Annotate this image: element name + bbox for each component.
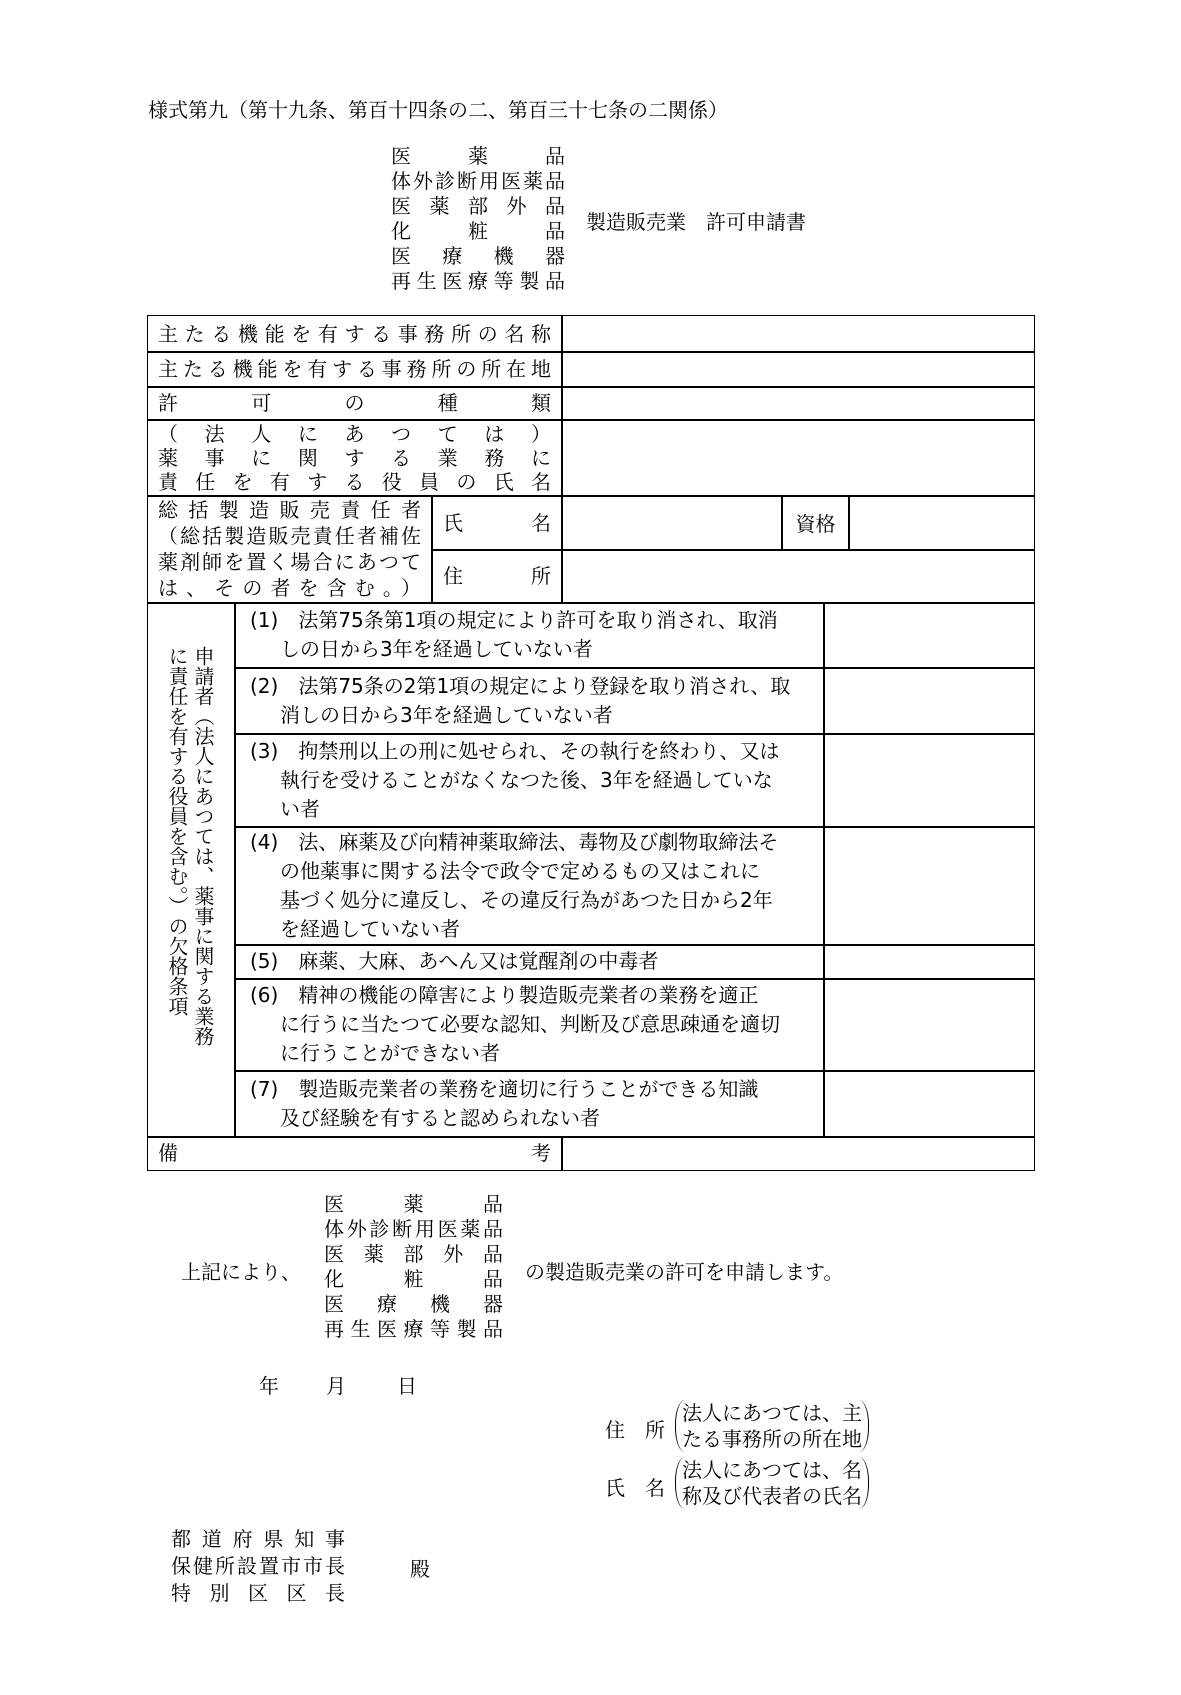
addressee-list (171, 1526, 345, 1607)
product-type: 医薬品 (324, 1192, 503, 1216)
disqualification-item-5: (5) 麻薬、大麻、あへん又は覚醒剤の中毒者 (250, 949, 659, 973)
office-name-label: 主たる機能を有する事務所の名称 (158, 321, 551, 346)
product-type: 再生医療等製品 (391, 269, 565, 293)
addressee: 特別区区長 (171, 1581, 345, 1605)
office-name-field[interactable] (563, 316, 1033, 351)
product-type: 医薬品 (391, 144, 565, 168)
office-address-label: 主たる機能を有する事務所の所在地 (158, 357, 551, 381)
remarks-field[interactable] (563, 1137, 1033, 1169)
addressee: 都道府県知事 (171, 1527, 345, 1551)
disqualification-item-6: (6) 精神の機能の障害により製造販売業者の業務を適正 に行うに当たつて必要な認知、判断及び意思疎通を適切 に行うことができない者 (250, 983, 780, 1065)
product-type: 体外診断用医薬品 (391, 169, 565, 193)
applicant-address-label: 住 所 (605, 1418, 665, 1442)
officer-label: （法人にあつては） 薬事に関する業務に 責任を有する役員の氏名 (158, 421, 551, 494)
manager-address-label: 住所 (443, 564, 551, 588)
document-title: 製造販売業 許可申請書 (586, 210, 806, 234)
qualification-label: 資格 (795, 512, 836, 536)
disqualification-label: 申請者（法人にあつては、薬事に関する業務 に責任を有する役員を含む。）の欠格条項 (165, 646, 215, 1046)
addressee: 保健所設置市市長 (171, 1554, 345, 1578)
applicant-address-note: 法人にあつては、主 たる事務所の所在地 (675, 1400, 869, 1452)
general-manager-label: 総括製造販売責任者 （総括製造販売責任者補佐 薬剤師を置く場合にあつて は、その者を含む。） (158, 498, 421, 600)
disqualification-answer-column[interactable] (825, 603, 1033, 1136)
product-type: 化粧品 (391, 219, 565, 243)
product-type: 体外診断用医薬品 (324, 1217, 503, 1241)
manager-address-field[interactable] (563, 550, 1033, 602)
form-title: 様式第九（第十九条、第百十四条の二、第百三十七条の二関係） (148, 98, 728, 122)
applicant-name-note: 法人にあつては、名 称及び代表者の氏名 (675, 1457, 869, 1509)
disqualification-item-4: (4) 法、麻薬及び向精神薬取締法、毒物及び劇物取締法そ の他薬事に関する法令で政令で定めるもの又はこれに 基づく処分に違反し、その違反行為があつた日から2年 を経過していない者 (250, 829, 779, 941)
qualification-field[interactable] (850, 496, 1033, 549)
disqualification-item-2: (2) 法第75条の2第1項の規定により登録を取り消され、取 消しの日から3年を経過していない者 (250, 673, 791, 727)
date-month[interactable]: 月 (326, 1374, 346, 1398)
permit-type-label: 許可の種類 (158, 391, 551, 415)
product-type: 化粧品 (324, 1267, 503, 1291)
product-type: 医療機器 (324, 1292, 503, 1316)
manager-name-label: 氏名 (443, 510, 551, 535)
declaration-prefix: 上記により、 (181, 1260, 301, 1284)
declaration-product-list (324, 1192, 503, 1342)
honorific: 殿 (410, 1557, 430, 1581)
disqualification-item-3: (3) 拘禁刑以上の刑に処せられ、その執行を終わり、又は 執行を受けることがなくなつた後、3年を経過していな い者 (250, 738, 780, 821)
officer-field[interactable] (563, 420, 1033, 495)
product-type: 再生医療等製品 (324, 1317, 503, 1341)
product-type: 医療機器 (391, 244, 565, 268)
applicant-name-label: 氏 名 (605, 1476, 665, 1500)
product-type: 医薬部外品 (391, 194, 565, 218)
product-type-list (391, 144, 565, 294)
date-day[interactable]: 日 (397, 1374, 417, 1398)
permit-type-field[interactable] (563, 387, 1033, 419)
remarks-label: 備考 (158, 1141, 551, 1165)
office-address-field[interactable] (563, 352, 1033, 386)
disqualification-item-1: (1) 法第75条第1項の規定により許可を取り消され、取消 しの日から3年を経過していない者 (250, 608, 778, 661)
declaration-suffix: の製造販売業の許可を申請します。 (525, 1260, 844, 1284)
product-type: 医薬部外品 (324, 1242, 503, 1266)
disqualification-item-7: (7) 製造販売業者の業務を適切に行うことができる知識 及び経験を有すると認められない者 (250, 1076, 759, 1130)
date-year[interactable]: 年 (259, 1374, 279, 1398)
manager-name-field[interactable] (563, 496, 781, 549)
